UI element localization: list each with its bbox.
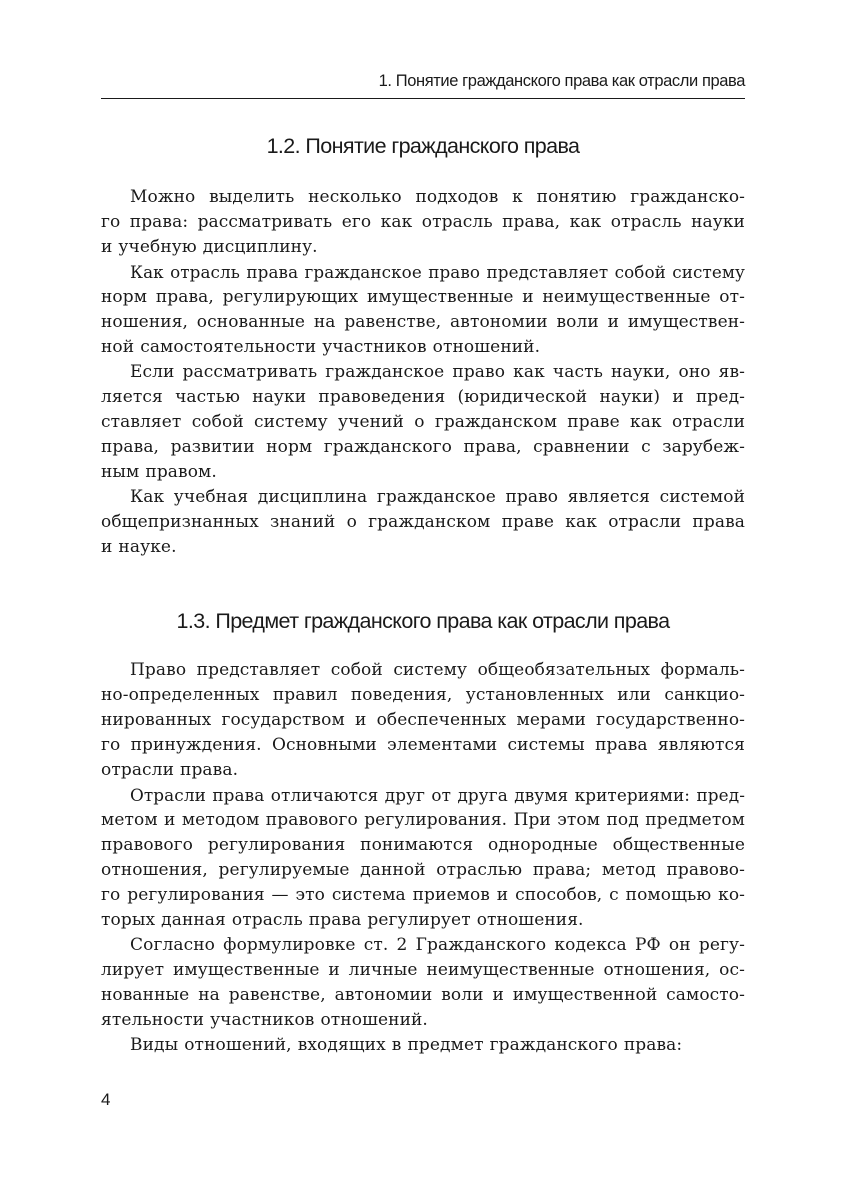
text-line: Виды отношений, входящих в предмет гражданского права: <box>130 1035 683 1055</box>
text-line: нованные на равенстве, автономии воли и имущественной самосто- <box>101 985 745 1005</box>
text-line: ным правом. <box>101 462 217 482</box>
section-1-3-body <box>101 658 745 1058</box>
text-line: отношения, регулируемые данной отраслью права; метод правово- <box>101 860 745 880</box>
text-line: ляется частью науки правоведения (юридической науки) и пред- <box>101 387 745 407</box>
text-line: норм права, регулирующих имущественные и неимущественные от- <box>101 287 745 307</box>
text-line: Отрасли права отличаются друг от друга двумя критериями: пред- <box>130 785 745 805</box>
text-line: ной самостоятельности участников отношений. <box>101 337 541 357</box>
text-line: нированных государством и обеспеченных мерами государственно- <box>101 710 745 730</box>
text-line: го принуждения. Основными элементами системы права являются <box>101 735 745 755</box>
text-line: го права: рассматривать его как отрасль права, как отрасль науки <box>101 212 745 232</box>
text-line: торых данная отрасль права регулирует отношения. <box>101 910 584 930</box>
text-line: и учебную дисциплину. <box>101 237 318 257</box>
text-line: Право представляет собой систему общеобязательных формаль- <box>130 660 745 680</box>
text-line: ношения, основанные на равенстве, автономии воли и имуществен- <box>101 312 745 332</box>
text-line: Как отрасль права гражданское право представляет собой систему <box>130 262 745 282</box>
text-line: отрасли права. <box>101 760 239 780</box>
text-line: ятельности участников отношений. <box>101 1010 428 1030</box>
text-line: права, развитии норм гражданского права, сравнении с зарубеж- <box>101 437 745 457</box>
section-heading-1-2: 1.2. Понятие гражданского права <box>266 134 580 158</box>
text-line: ставляет собой систему учений о гражданском праве как отрасли <box>101 412 745 432</box>
section-heading-1-3: 1.3. Предмет гражданского права как отрасли права <box>176 609 670 633</box>
text-line: Как учебная дисциплина гражданское право является системой <box>130 487 745 507</box>
page-number: 4 <box>101 1090 111 1109</box>
text-line: но-определенных правил поведения, установленных или санкцио- <box>101 685 745 705</box>
text-line: Согласно формулировке ст. 2 Гражданского кодекса РФ он регу- <box>130 935 745 955</box>
text-line: и науке. <box>101 537 177 557</box>
section-1-2-body <box>101 185 745 560</box>
text-line: Если рассматривать гражданское право как часть науки, оно яв- <box>130 362 745 382</box>
text-line: лирует имущественные и личные неимущественные отношения, ос- <box>101 960 745 980</box>
text-line: метом и методом правового регулирования. При этом под предметом <box>101 810 745 830</box>
text-line: Можно выделить несколько подходов к понятию гражданско- <box>130 187 745 207</box>
text-line: го регулирования — это система приемов и способов, с помощью ко- <box>101 885 745 905</box>
text-line: правового регулирования понимаются однородные общественные <box>101 835 745 855</box>
header-rule <box>101 98 745 99</box>
text-line: общепризнанных знаний о гражданском праве как отрасли права <box>101 512 745 532</box>
running-head: 1. Понятие гражданского права как отрасли права <box>378 72 745 90</box>
